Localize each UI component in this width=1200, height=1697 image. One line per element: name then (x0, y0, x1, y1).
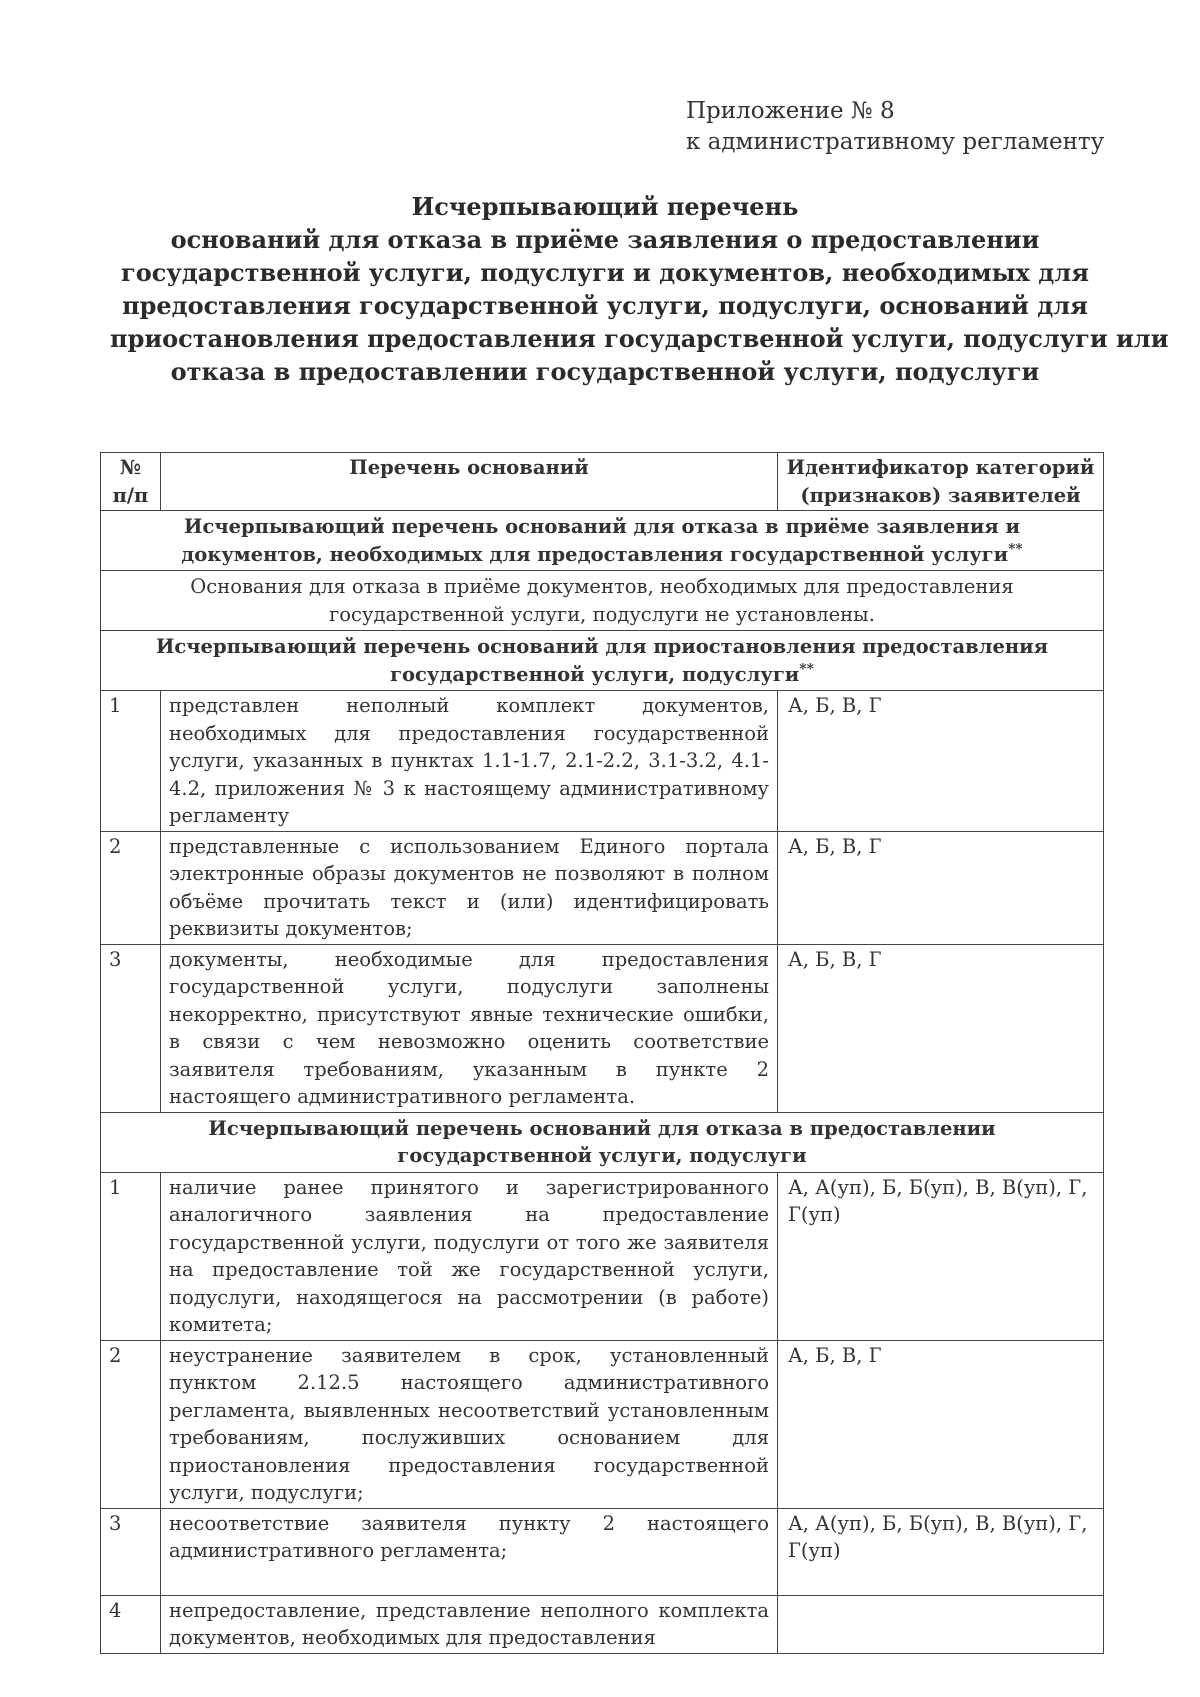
footnote-mark: ** (799, 661, 814, 677)
appendix-reference: к административному регламенту (686, 129, 1105, 155)
header-num: № п/п (101, 453, 161, 511)
row-number: 4 (101, 1595, 161, 1653)
row-reason: непредоставление, представление неполного комплекта документов, необходимых для предоставления (161, 1595, 778, 1653)
table-row (101, 831, 1104, 944)
section-title-refusal: Исчерпывающий перечень оснований для отказа в предоставлении государственной услуги, подуслуги (101, 1112, 1104, 1172)
row-applicant-ids: А, Б, В, Г (778, 831, 1104, 944)
title-line: приостановления предоставления государственной услуги, подуслуги или (110, 324, 1169, 353)
row-number: 1 (101, 1172, 161, 1340)
header-grounds: Перечень оснований (161, 453, 778, 511)
section-title-text: Исчерпывающий перечень оснований для приостановления предоставления государственной услуги, подуслуги (155, 635, 1049, 686)
row-number: 2 (101, 831, 161, 944)
section-note-row (101, 571, 1104, 631)
section-note: Основания для отказа в приёме документов, необходимых для предоставления государственной услуги, подуслуги не установлены. (101, 571, 1104, 631)
row-applicant-ids: А, Б, В, Г (778, 944, 1104, 1112)
row-applicant-ids (778, 1595, 1104, 1653)
table-row (101, 1340, 1104, 1508)
table-row (101, 691, 1104, 832)
row-reason: представлен неполный комплект документов, необходимых для предоставления государственной услуги, указанных в пунктах 1.1-1.7, 2.1-2.2, 3.1-3.2, 4.1-4.2, приложения № 3 к настоящему административному регламенту (161, 691, 778, 832)
document-title (110, 190, 1169, 388)
row-reason: неустранение заявителем в срок, установленный пунктом 2.12.5 настоящего административного регламента, выявленных несоответствий установленным требованиям, послуживших основанием для приостановления предоставления государственной услуги, подуслуги; (161, 1340, 778, 1508)
section-header-row (101, 511, 1104, 571)
table-header-row (101, 453, 1104, 511)
section-title-text: Исчерпывающий перечень оснований для отказа в приёме заявления и документов, необходимых для предоставления государственной услуги (181, 515, 1020, 566)
row-reason: наличие ранее принятого и зарегистрированного аналогичного заявления на предоставление государственной услуги, подуслуги от того же заявителя на предоставление той же государственной услуги, подуслуги, находящегося на рассмотрении (в работе) комитета; (161, 1172, 778, 1340)
title-line: оснований для отказа в приёме заявления о предоставлении (170, 225, 1040, 254)
row-applicant-ids: А, А(уп), Б, Б(уп), В, В(уп), Г, Г(уп) (778, 1172, 1104, 1340)
row-number: 2 (101, 1340, 161, 1508)
table-row (101, 1172, 1104, 1340)
title-line: предоставления государственной услуги, подуслуги, оснований для (122, 291, 1088, 320)
footnote-mark: ** (1008, 541, 1023, 557)
appendix-number: Приложение № 8 (686, 98, 895, 124)
row-number: 3 (101, 944, 161, 1112)
row-applicant-ids: А, Б, В, Г (778, 1340, 1104, 1508)
row-applicant-ids: А, Б, В, Г (778, 691, 1104, 832)
header-ids: Идентификатор категорий (признаков) заявителей (778, 453, 1104, 511)
table-row (101, 1508, 1104, 1595)
section-header-row (101, 1112, 1104, 1172)
row-reason: представленные с использованием Единого портала электронные образы документов не позволяют в полном объёме прочитать текст и (или) идентифицировать реквизиты документов; (161, 831, 778, 944)
row-number: 1 (101, 691, 161, 832)
title-line: Исчерпывающий перечень (411, 192, 799, 221)
section-title-suspension (101, 631, 1104, 691)
title-line: отказа в предоставлении государственной услуги, подуслуги (170, 357, 1040, 386)
section-title-reception (101, 511, 1104, 571)
row-applicant-ids: А, А(уп), Б, Б(уп), В, В(уп), Г, Г(уп) (778, 1508, 1104, 1595)
section-header-row (101, 631, 1104, 691)
row-number: 3 (101, 1508, 161, 1595)
grounds-table (100, 452, 1104, 1654)
row-reason: несоответствие заявителя пункту 2 настоящего административного регламента; (161, 1508, 778, 1595)
row-reason: документы, необходимые для предоставления государственной услуги, подуслуги заполнены некорректно, присутствуют явные технические ошибки, в связи с чем невозможно оценить соответствие заявителя требованиям, указанным в пункте 2 настоящего административного регламента. (161, 944, 778, 1112)
table-row (101, 1595, 1104, 1653)
appendix-header (686, 96, 1104, 158)
title-line: государственной услуги, подуслуги и документов, необходимых для (121, 258, 1089, 287)
table-row (101, 944, 1104, 1112)
